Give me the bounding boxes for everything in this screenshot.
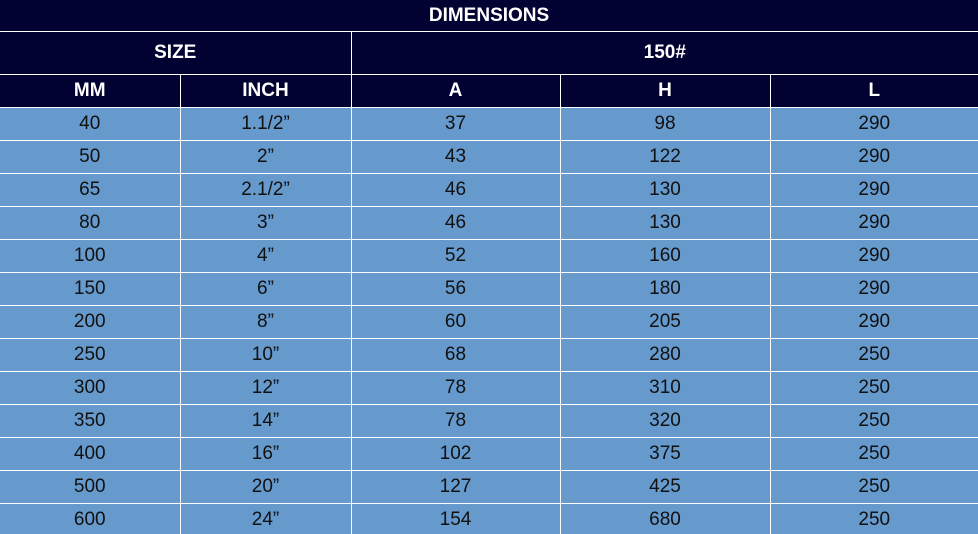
cell-mm: 80 [0,207,180,240]
rating-group-header: 150# [351,32,978,75]
cell-inch: 10” [180,339,351,372]
cell-l: 250 [770,339,978,372]
cell-inch: 24” [180,504,351,534]
cell-a: 43 [351,141,560,174]
cell-a: 68 [351,339,560,372]
cell-a: 56 [351,273,560,306]
cell-l: 250 [770,471,978,504]
cell-mm: 250 [0,339,180,372]
table-row [0,174,978,207]
cell-l: 290 [770,141,978,174]
cell-h: 160 [560,240,770,273]
cell-inch: 1.1/2” [180,108,351,141]
cell-h: 310 [560,372,770,405]
title-row [0,0,978,32]
cell-l: 290 [770,108,978,141]
cell-inch: 4” [180,240,351,273]
cell-mm: 350 [0,405,180,438]
cell-l: 290 [770,273,978,306]
cell-inch: 8” [180,306,351,339]
cell-l: 290 [770,240,978,273]
cell-h: 98 [560,108,770,141]
cell-l: 290 [770,306,978,339]
cell-h: 180 [560,273,770,306]
cell-h: 130 [560,207,770,240]
column-header-row [0,75,978,108]
table-row [0,438,978,471]
table-row [0,306,978,339]
cell-l: 290 [770,174,978,207]
cell-h: 205 [560,306,770,339]
column-header-l: L [770,75,978,108]
column-header-a: A [351,75,560,108]
cell-h: 680 [560,504,770,534]
cell-l: 250 [770,504,978,534]
cell-inch: 6” [180,273,351,306]
size-group-header: SIZE [0,32,351,75]
cell-a: 127 [351,471,560,504]
table-row [0,504,978,534]
cell-h: 280 [560,339,770,372]
cell-mm: 600 [0,504,180,534]
cell-a: 102 [351,438,560,471]
cell-a: 37 [351,108,560,141]
cell-mm: 500 [0,471,180,504]
cell-l: 250 [770,405,978,438]
table-body [0,108,978,534]
cell-a: 46 [351,207,560,240]
column-header-h: H [560,75,770,108]
cell-mm: 100 [0,240,180,273]
cell-h: 425 [560,471,770,504]
cell-mm: 65 [0,174,180,207]
cell-h: 122 [560,141,770,174]
cell-h: 320 [560,405,770,438]
cell-mm: 400 [0,438,180,471]
group-header-row [0,32,978,75]
cell-inch: 20” [180,471,351,504]
cell-a: 46 [351,174,560,207]
table-title: DIMENSIONS [0,0,978,32]
cell-inch: 2” [180,141,351,174]
cell-mm: 150 [0,273,180,306]
cell-mm: 50 [0,141,180,174]
cell-l: 250 [770,372,978,405]
table-row [0,108,978,141]
cell-mm: 300 [0,372,180,405]
cell-a: 154 [351,504,560,534]
table-row [0,339,978,372]
cell-a: 52 [351,240,560,273]
column-header-inch: INCH [180,75,351,108]
cell-h: 130 [560,174,770,207]
table-row [0,240,978,273]
table-row [0,141,978,174]
table-row [0,207,978,240]
table-row [0,372,978,405]
cell-a: 60 [351,306,560,339]
cell-h: 375 [560,438,770,471]
cell-inch: 14” [180,405,351,438]
cell-l: 250 [770,438,978,471]
column-header-mm: MM [0,75,180,108]
cell-mm: 40 [0,108,180,141]
cell-a: 78 [351,405,560,438]
cell-l: 290 [770,207,978,240]
table-row [0,471,978,504]
cell-inch: 12” [180,372,351,405]
cell-a: 78 [351,372,560,405]
cell-inch: 16” [180,438,351,471]
cell-inch: 2.1/2” [180,174,351,207]
cell-mm: 200 [0,306,180,339]
cell-inch: 3” [180,207,351,240]
table-row [0,273,978,306]
table-row [0,405,978,438]
